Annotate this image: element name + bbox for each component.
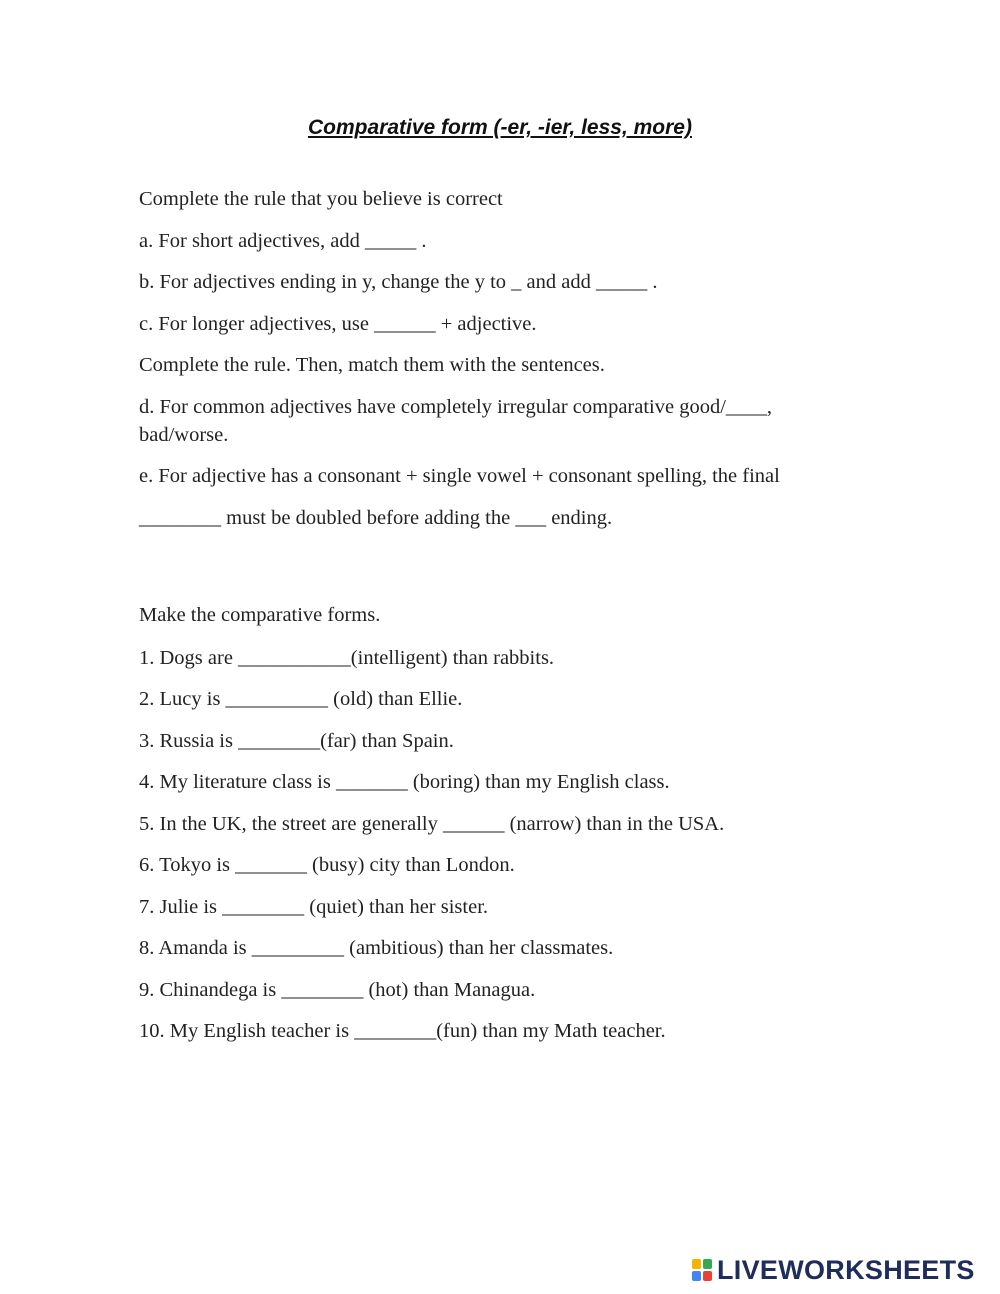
brand-name: LIVEWORKSHEETS xyxy=(717,1254,975,1285)
exercise-item-10: 10. My English teacher is ________(fun) than my Math teacher. xyxy=(139,1020,666,1042)
exercise-item-1: 1. Dogs are ___________(intelligent) than rabbits. xyxy=(139,647,555,669)
exercise-item-7: 7. Julie is ________ (quiet) than her sister. xyxy=(139,896,489,918)
exercise-item-6: 6. Tokyo is _______ (busy) city than London. xyxy=(139,854,515,876)
rule-e-line-1: e. For adjective has a consonant + single vowel + consonant spelling, the final xyxy=(139,465,780,487)
exercise-item-5: 5. In the UK, the street are generally ______ (narrow) than in the USA. xyxy=(139,813,725,835)
liveworksheets-logo-icon xyxy=(692,1259,712,1281)
liveworksheets-logo xyxy=(692,1254,975,1286)
exercise-item-9: 9. Chinandega is ________ (hot) than Managua. xyxy=(139,979,536,1001)
exercise-item-4: 4. My literature class is _______ (boring) than my English class. xyxy=(139,771,670,793)
rule-c: c. For longer adjectives, use ______ + adjective. xyxy=(139,313,537,335)
exercise-instruction: Make the comparative forms. xyxy=(139,604,381,626)
worksheet-title: Comparative form (-er, -ier, less, more) xyxy=(308,116,692,139)
exercise-item-3: 3. Russia is ________(far) than Spain. xyxy=(139,730,454,752)
rules-instruction-2: Complete the rule. Then, match them with the sentences. xyxy=(139,354,605,376)
rule-d: d. For common adjectives have completely irregular comparative good/____, bad/worse. xyxy=(139,396,778,446)
rule-a: a. For short adjectives, add _____ . xyxy=(139,230,427,252)
rule-e-line-2: ________ must be doubled before adding the ___ ending. xyxy=(139,507,613,529)
rule-b: b. For adjectives ending in y, change the y to _ and add _____ . xyxy=(139,271,658,293)
exercise-item-8: 8. Amanda is _________ (ambitious) than her classmates. xyxy=(139,937,614,959)
rules-instruction: Complete the rule that you believe is correct xyxy=(139,188,503,210)
exercise-item-2: 2. Lucy is __________ (old) than Ellie. xyxy=(139,688,463,710)
